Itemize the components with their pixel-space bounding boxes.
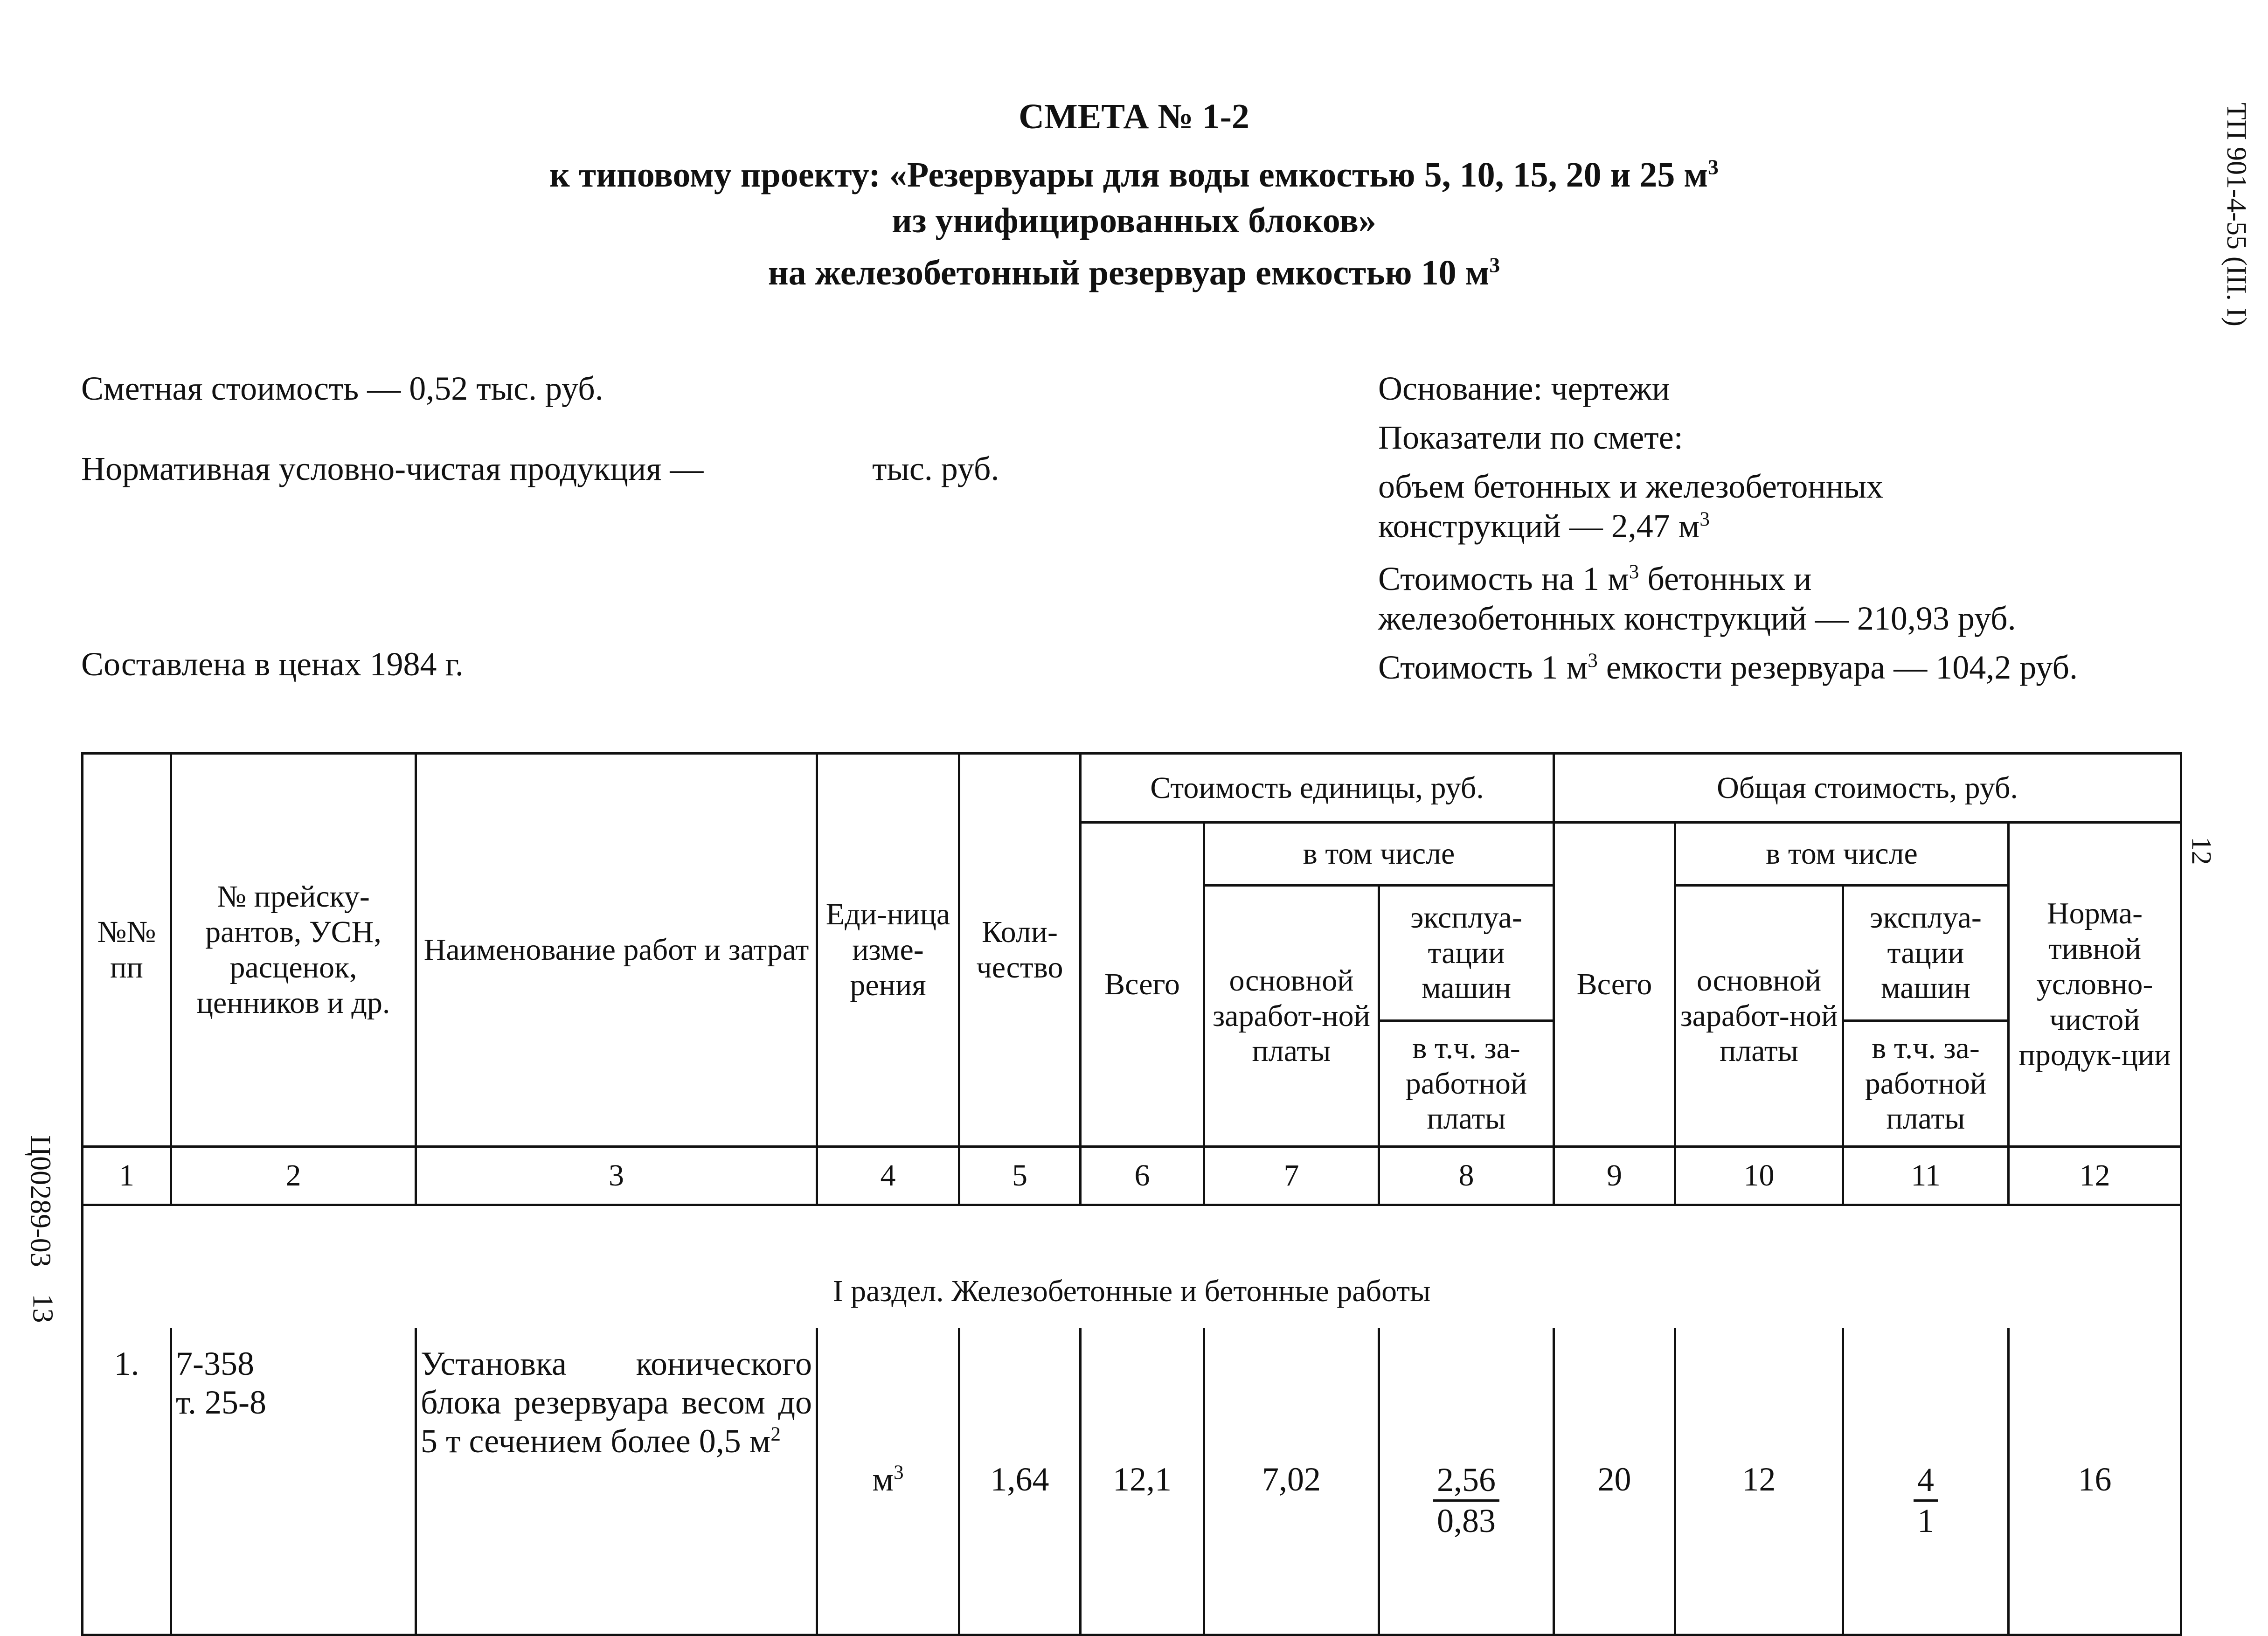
project-line-2: из унифицированных блоков» bbox=[892, 201, 1376, 240]
row-normative: 16 bbox=[2009, 1328, 2181, 1635]
column-number: 4 bbox=[817, 1147, 959, 1205]
header-unit-machines: эксплуа-тации машин bbox=[1379, 886, 1554, 1021]
column-number: 1 bbox=[83, 1147, 171, 1205]
capacity-cost: Стоимость 1 $м^3$ емкости резервуара — 104,2 руб. bbox=[1378, 649, 2078, 686]
normative-product-unit: тыс. руб. bbox=[872, 450, 999, 487]
page-number-right: 12 bbox=[2186, 837, 2217, 865]
row-number: 1. bbox=[83, 1328, 171, 1635]
column-number: 5 bbox=[959, 1147, 1081, 1205]
column-number: 8 bbox=[1379, 1147, 1554, 1205]
row-unit-wages: 7,02 bbox=[1204, 1328, 1379, 1635]
row-price-code: 7-358 т. 25-8 bbox=[171, 1328, 416, 1635]
column-number: 3 bbox=[416, 1147, 817, 1205]
normative-product-label: Нормативная условно-чистая продукция — bbox=[81, 450, 704, 487]
header-unit-including: в том числе bbox=[1204, 823, 1554, 886]
basis: Основание: чертежи bbox=[1378, 370, 1670, 407]
project-line-1: к типовому проекту: «Резервуары для воды емкостью 5, 10, 15, 20 и 25 $м^3$ bbox=[549, 155, 1719, 194]
header-unit-wages: основной заработ-ной платы bbox=[1204, 886, 1379, 1147]
header-unit-total: Всего bbox=[1081, 823, 1204, 1147]
column-number: 11 bbox=[1843, 1147, 2009, 1205]
album-code-left: Ц00289-03 bbox=[24, 1135, 56, 1267]
row-unit-machines bbox=[1379, 1328, 1554, 1635]
cost-per-m3-line-1: Стоимость на 1 $м^3$ бетонных и bbox=[1378, 560, 1812, 597]
column-number: 9 bbox=[1554, 1147, 1675, 1205]
row-quantity: 1,64 bbox=[959, 1328, 1081, 1635]
header-total-including: в том числе bbox=[1675, 823, 2009, 886]
estimate-title: СМЕТА № 1-2 bbox=[1019, 97, 1249, 136]
header-total-machine-wages: в т.ч. за-работной платы bbox=[1843, 1021, 2009, 1147]
header-col-1: №№ пп bbox=[83, 754, 171, 1147]
cost-per-m3-line-2: железобетонных конструкций — 210,93 руб. bbox=[1378, 600, 2016, 637]
row-unit-machine-wages-value: 0,83 bbox=[1437, 1502, 1496, 1539]
column-number: 10 bbox=[1675, 1147, 1843, 1205]
row-unit-total: 12,1 bbox=[1081, 1328, 1204, 1635]
section-title: I раздел. Железобетонные и бетонные работы bbox=[83, 1205, 2181, 1328]
row-work-name: Установка конического блока резервуара весом до 5 т сечением более 0,5 $м^2$ bbox=[416, 1328, 817, 1635]
header-col-2: № прейску-рантов, УСН, расценок, ценников и др. bbox=[171, 754, 416, 1147]
header-normative: Норма-тивной условно-чистой продук-ции bbox=[2009, 823, 2181, 1147]
header-total-machines: эксплуа-тации машин bbox=[1843, 886, 2009, 1021]
column-number: 2 bbox=[171, 1147, 416, 1205]
header-total-all: Всего bbox=[1554, 823, 1675, 1147]
row-total-wages: 12 bbox=[1675, 1328, 1843, 1635]
volume-line-1: объем бетонных и железобетонных bbox=[1378, 468, 1883, 505]
header-col-5: Коли-чество bbox=[959, 754, 1081, 1147]
row-total-machines bbox=[1843, 1328, 2009, 1635]
row-total: 20 bbox=[1554, 1328, 1675, 1635]
estimate-table bbox=[81, 752, 2182, 1636]
header-unit-cost: Стоимость единицы, руб. bbox=[1081, 754, 1554, 823]
header-col-3: Наименование работ и затрат bbox=[416, 754, 817, 1147]
indicators-heading: Показатели по смете: bbox=[1378, 419, 1683, 456]
page-number-left: 13 bbox=[27, 1294, 59, 1323]
column-number: 7 bbox=[1204, 1147, 1379, 1205]
estimated-cost: Сметная стоимость — 0,52 тыс. руб. bbox=[81, 370, 603, 407]
table-row bbox=[83, 1328, 2181, 1635]
row-unit: $м^3$ bbox=[817, 1328, 959, 1635]
column-number: 12 bbox=[2009, 1147, 2181, 1205]
column-number: 6 bbox=[1081, 1147, 1204, 1205]
header-col-4: Еди-ница изме-рения bbox=[817, 754, 959, 1147]
row-total-machines-value: 4 bbox=[1914, 1461, 1938, 1502]
project-line-3: на железобетонный резервуар емкостью 10 $м^3$ bbox=[768, 253, 1500, 292]
price-base-year: Составлена в ценах 1984 г. bbox=[81, 645, 464, 683]
project-code-vertical: ТП 901-4-55 (ІІІ. І) bbox=[2221, 103, 2252, 326]
row-unit-machines-value: 2,56 bbox=[1433, 1461, 1499, 1502]
header-total-wages: основной заработ-ной платы bbox=[1675, 886, 1843, 1147]
header-total-cost: Общая стоимость, руб. bbox=[1554, 754, 2181, 823]
volume-line-2: конструкций — 2,47 $м^3$ bbox=[1378, 507, 1710, 545]
header-unit-machine-wages: в т.ч. за-работной платы bbox=[1379, 1021, 1554, 1147]
row-total-machine-wages-value: 1 bbox=[1917, 1502, 1935, 1539]
